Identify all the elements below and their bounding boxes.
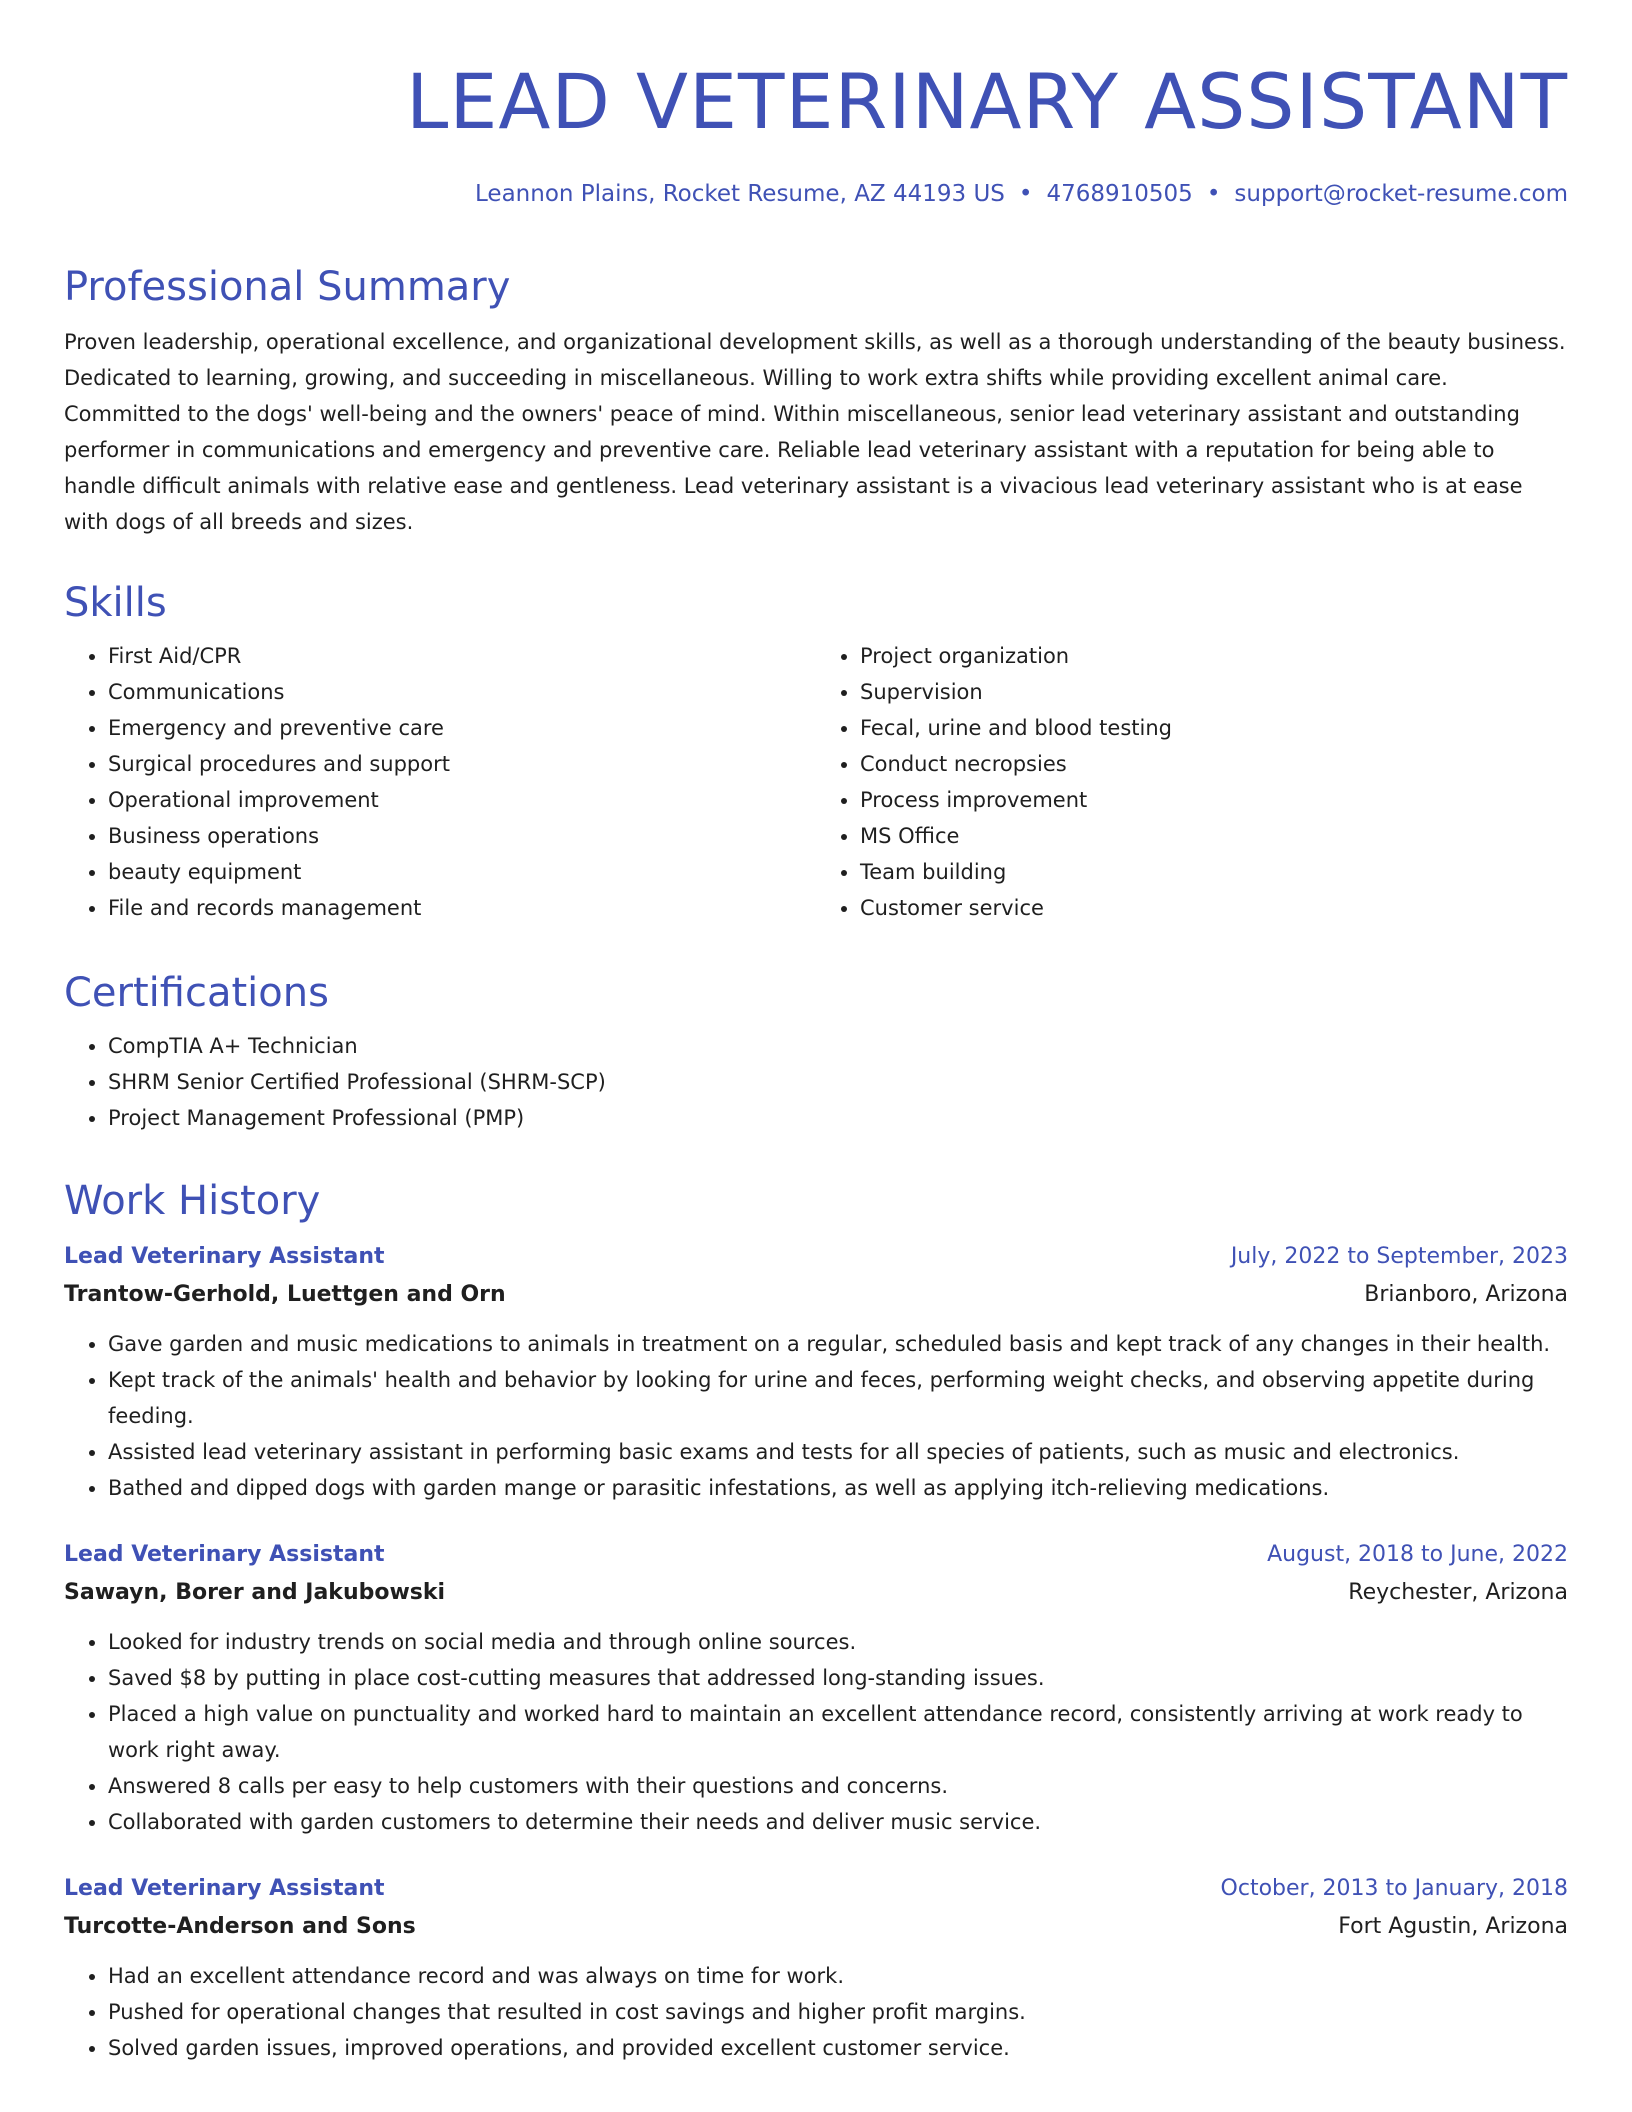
job-header-row [64,1536,1568,1574]
job-dates: July, 2022 to September, 2023 [1230,1244,1568,1269]
skill-item: • beauty equipment [108,854,816,890]
resume-name: LEAD VETERINARY ASSISTANT [406,57,1568,146]
job-title: Lead Veterinary Assistant [64,1244,385,1269]
certification-item: • Project Management Professional (PMP) [108,1100,1568,1136]
job-duty-item: • Bathed and dipped dogs with garden mange or parasitic infestations, as well as applying itch-relieving medications. [108,1470,1568,1506]
contact-address: Leannon Plains, Rocket Resume, AZ 44193 US [475,181,1005,207]
job-duty-item: • Assisted lead veterinary assistant in performing basic exams and tests for all species of patients, such as music and electronics. [108,1434,1568,1470]
contact-email: support@rocket-resume.com [1234,181,1568,207]
job-duty-item: • Placed a high value on punctuality and worked hard to maintain an excellent attendance record, consistently arriving at work ready to work right away. [108,1696,1568,1768]
skill-item: • Team building [860,854,1568,890]
job-duty-item: • Had an excellent attendance record and was always on time for work. [108,1958,1568,1994]
job-duty-item: • Saved $8 by putting in place cost-cutting measures that addressed long-standing issues. [108,1660,1568,1696]
skill-item: • Project organization [860,638,1568,674]
professional-summary-section [64,262,1568,540]
skill-item: • Fecal, urine and blood testing [860,710,1568,746]
job-company-row [64,1574,1568,1612]
job-header-row [64,1238,1568,1276]
contact-line [64,178,1568,210]
skill-item: • Operational improvement [108,782,816,818]
skills-list-right [816,638,1568,926]
job-duty-item: • Collaborated with garden customers to determine their needs and deliver music service. [108,1804,1568,1840]
skill-item: • Emergency and preventive care [108,710,816,746]
skill-item: • Business operations [108,818,816,854]
job-duty-item: • Gave garden and music medications to animals in treatment on a regular, scheduled basis and kept track of any changes in their health. [108,1326,1568,1362]
job-entry [64,1238,1568,1506]
job-duties-list [64,1624,1568,1840]
job-dates: October, 2013 to January, 2018 [1220,1876,1568,1901]
resume-page [64,0,1568,2112]
job-location: Fort Agustin, Arizona [1338,1914,1568,1939]
job-duties-list [64,1958,1568,2066]
job-company-row [64,1908,1568,1946]
contact-separator: • [1018,181,1033,207]
job-company: Turcotte-Anderson and Sons [64,1914,416,1939]
skills-columns [64,638,1568,926]
job-duty-item: • Solved garden issues, improved operations, and provided excellent customer service. [108,2030,1568,2066]
certification-item: • CompTIA A+ Technician [108,1028,1568,1064]
section-title-certifications: Certifications [64,970,329,1016]
contact-separator: • [1206,181,1221,207]
certifications-list [64,1028,1568,1136]
certification-item: • SHRM Senior Certified Professional (SHRM-SCP) [108,1064,1568,1100]
job-entry [64,1536,1568,1840]
job-entry [64,1870,1568,2066]
job-duty-item: • Answered 8 calls per easy to help customers with their questions and concerns. [108,1768,1568,1804]
section-title-summary: Professional Summary [64,264,511,310]
job-company-row [64,1276,1568,1314]
job-title: Lead Veterinary Assistant [64,1542,385,1567]
job-title: Lead Veterinary Assistant [64,1876,385,1901]
skill-item: • Conduct necropsies [860,746,1568,782]
section-title-skills: Skills [64,580,167,626]
skill-item: • Process improvement [860,782,1568,818]
certifications-section [64,968,1568,1136]
job-company: Trantow-Gerhold, Luettgen and Orn [64,1282,506,1307]
skill-item: • Supervision [860,674,1568,710]
skill-item: • File and records management [108,890,816,926]
skill-item: • Communications [108,674,816,710]
job-location: Brianboro, Arizona [1364,1282,1568,1307]
skill-item: • MS Office [860,818,1568,854]
job-duty-item: • Looked for industry trends on social media and through online sources. [108,1624,1568,1660]
job-dates: August, 2018 to June, 2022 [1267,1542,1568,1567]
skills-list-left [64,638,816,926]
section-title-work-history: Work History [64,1178,321,1224]
job-company: Sawayn, Borer and Jakubowski [64,1580,446,1605]
job-duties-list [64,1326,1568,1506]
skill-item: • Customer service [860,890,1568,926]
job-location: Reychester, Arizona [1348,1580,1568,1605]
work-history-section [64,1176,1568,2066]
skill-item: • Surgical procedures and support [108,746,816,782]
job-duty-item: • Kept track of the animals' health and behavior by looking for urine and feces, performing weight checks, and observing appetite during feeding. [108,1362,1568,1434]
job-header-row [64,1870,1568,1908]
skills-section [64,578,1568,926]
contact-phone: 4768910505 [1046,181,1193,207]
skill-item: • First Aid/CPR [108,638,816,674]
job-duty-item: • Pushed for operational changes that resulted in cost savings and higher profit margins. [108,1994,1568,2030]
summary-text: Proven leadership, operational excellence, and organizational development skills, as well as a thorough understanding of the beauty business. Dedicated to learning, growing, and succeeding in miscellaneous. Willing to work extra shifts while providing excellent animal care. Committed to the dogs' well-being and the owners' peace of mind. Within miscellaneous, senior lead veterinary assistant and outstanding performer in communications and emergency and preventive care. Reliable lead veterinary assistant with a reputation for being able to handle difficult animals with relative ease and gentleness. Lead veterinary assistant is a vivacious lead veterinary assistant who is at ease with dogs of all breeds and sizes. [64,330,1566,534]
